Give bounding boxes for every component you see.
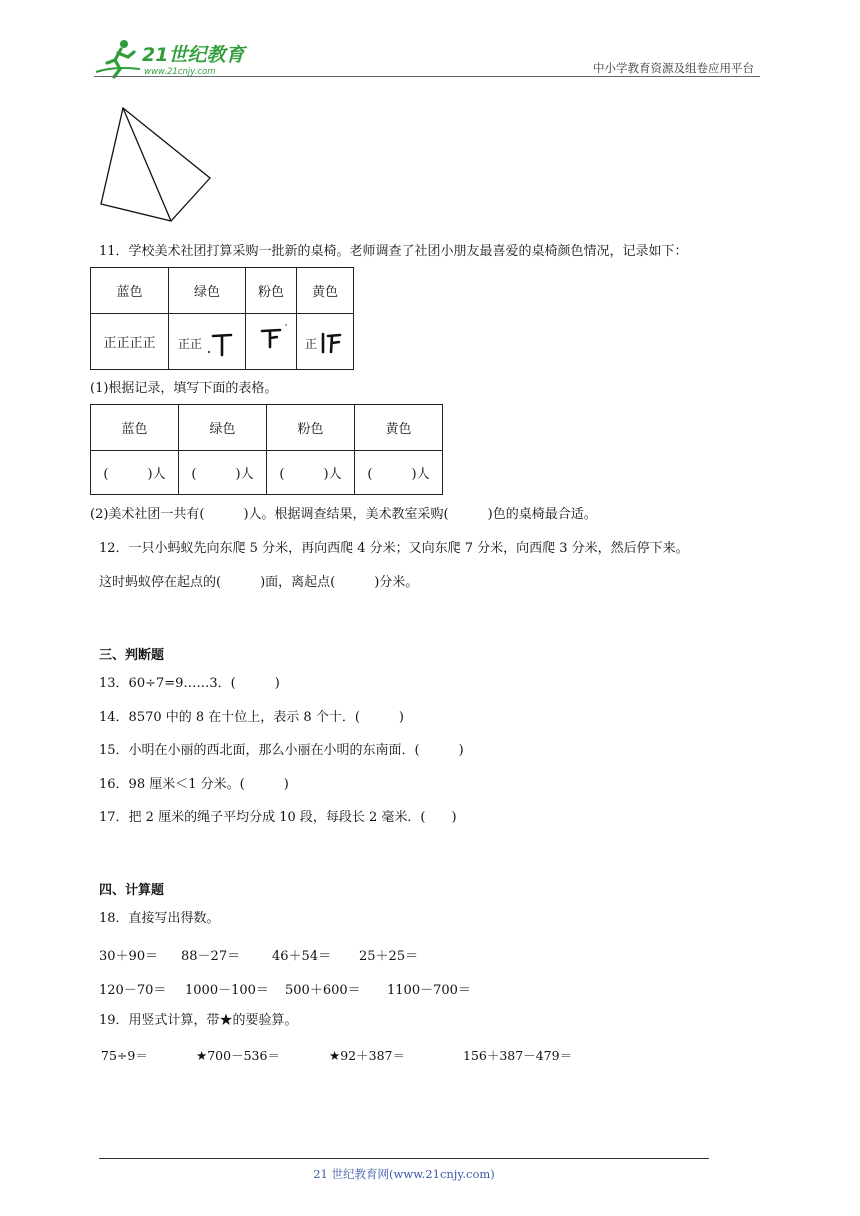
q16: 16．98 厘米＜1 分米。( ): [99, 777, 289, 792]
q18: 18．直接写出得数。: [99, 911, 220, 926]
calc-item: 25＋25＝: [359, 949, 419, 964]
q15: 15．小明在小丽的西北面，那么小丽在小明的东南面．( ): [99, 743, 464, 758]
handwritten-tally-mark: [319, 330, 343, 356]
logo-url-text: www.21cnjy.com: [144, 67, 216, 77]
calc-item: ★92＋387＝: [329, 1048, 405, 1063]
footer-text: 21 世纪教育网(www.21cnjy.com): [313, 1167, 495, 1181]
runner-icon: [96, 40, 140, 77]
q17: 17．把 2 厘米的绳子平均分成 10 段，每段长 2 毫米．( ): [99, 810, 457, 825]
tally-blue: 正正正正: [91, 314, 169, 370]
q13: 13．60÷7=9……3．( ): [99, 676, 280, 691]
header-divider: [94, 76, 760, 77]
answer-table: [90, 404, 443, 495]
tally-yellow: 正: [305, 337, 318, 351]
calc-item: 46＋54＝: [272, 949, 332, 964]
section3-title: 三、判断题: [99, 648, 165, 663]
pyramid-figure: [98, 104, 216, 224]
platform-name: 中小学教育资源及组卷应用平台: [593, 61, 754, 75]
tally-header-yellow: 黄色: [297, 268, 354, 314]
q12-line2: 这时蚂蚁停在起点的( )面，离起点( )分米。: [99, 575, 419, 590]
handwritten-tally-mark: [207, 328, 235, 358]
tally-pink-cell: [246, 314, 297, 370]
calc-item: 1100－700＝: [387, 983, 471, 998]
q11-stem: 11．学校美术社团打算采购一批新的桌椅。老师调查了社团小朋友最喜爱的桌椅颜色情况，记录如下：: [99, 244, 688, 259]
tally-green-cell: [169, 314, 246, 370]
answer-blank-green[interactable]: ( )人: [179, 451, 267, 495]
q14: 14．8570 中的 8 在十位上，表示 8 个十．( ): [99, 710, 404, 725]
q12-line1: 12．一只小蚂蚁先向东爬 5 分米，再向西爬 4 分米；又向东爬 7 分米，向西爬 3 分米，然后停下来。: [99, 541, 689, 556]
answer-blank-yellow[interactable]: ( )人: [355, 451, 443, 495]
calc-item: ★700－536＝: [196, 1048, 280, 1063]
site-logo: [94, 36, 264, 80]
calc-item: 1000－100＝: [185, 983, 269, 998]
handwritten-tally-mark: [258, 322, 288, 352]
answer-blank-pink[interactable]: ( )人: [267, 451, 355, 495]
section4-title: 四、计算题: [99, 883, 165, 898]
tally-yellow-cell: [297, 314, 354, 370]
q19: 19．用竖式计算，带★的要验算。: [99, 1013, 298, 1028]
answer-blank-blue[interactable]: ( )人: [91, 451, 179, 495]
answer-header-blue: 蓝色: [91, 405, 179, 451]
answer-header-pink: 粉色: [267, 405, 355, 451]
calc-item: 156＋387－479＝: [463, 1048, 573, 1063]
tally-header-green: 绿色: [169, 268, 246, 314]
q11-sub2: (2)美术社团一共有( )人。根据调查结果，美术教室采购( )色的桌椅最合适。: [90, 507, 597, 522]
footer-divider: [99, 1158, 709, 1159]
calc-item: 120－70＝: [99, 983, 167, 998]
calc-item: 75÷9＝: [101, 1048, 148, 1063]
tally-table: [90, 267, 354, 370]
tally-header-blue: 蓝色: [91, 268, 169, 314]
calc-item: 500＋600＝: [285, 983, 361, 998]
tally-green: 正正: [178, 337, 203, 351]
calc-item: 88－27＝: [181, 949, 241, 964]
tally-header-pink: 粉色: [246, 268, 297, 314]
calc-item: 30＋90＝: [99, 949, 159, 964]
answer-header-yellow: 黄色: [355, 405, 443, 451]
logo-main-text: 21世纪教育: [142, 44, 245, 66]
q11-sub1: (1)根据记录，填写下面的表格。: [90, 381, 278, 396]
answer-header-green: 绿色: [179, 405, 267, 451]
